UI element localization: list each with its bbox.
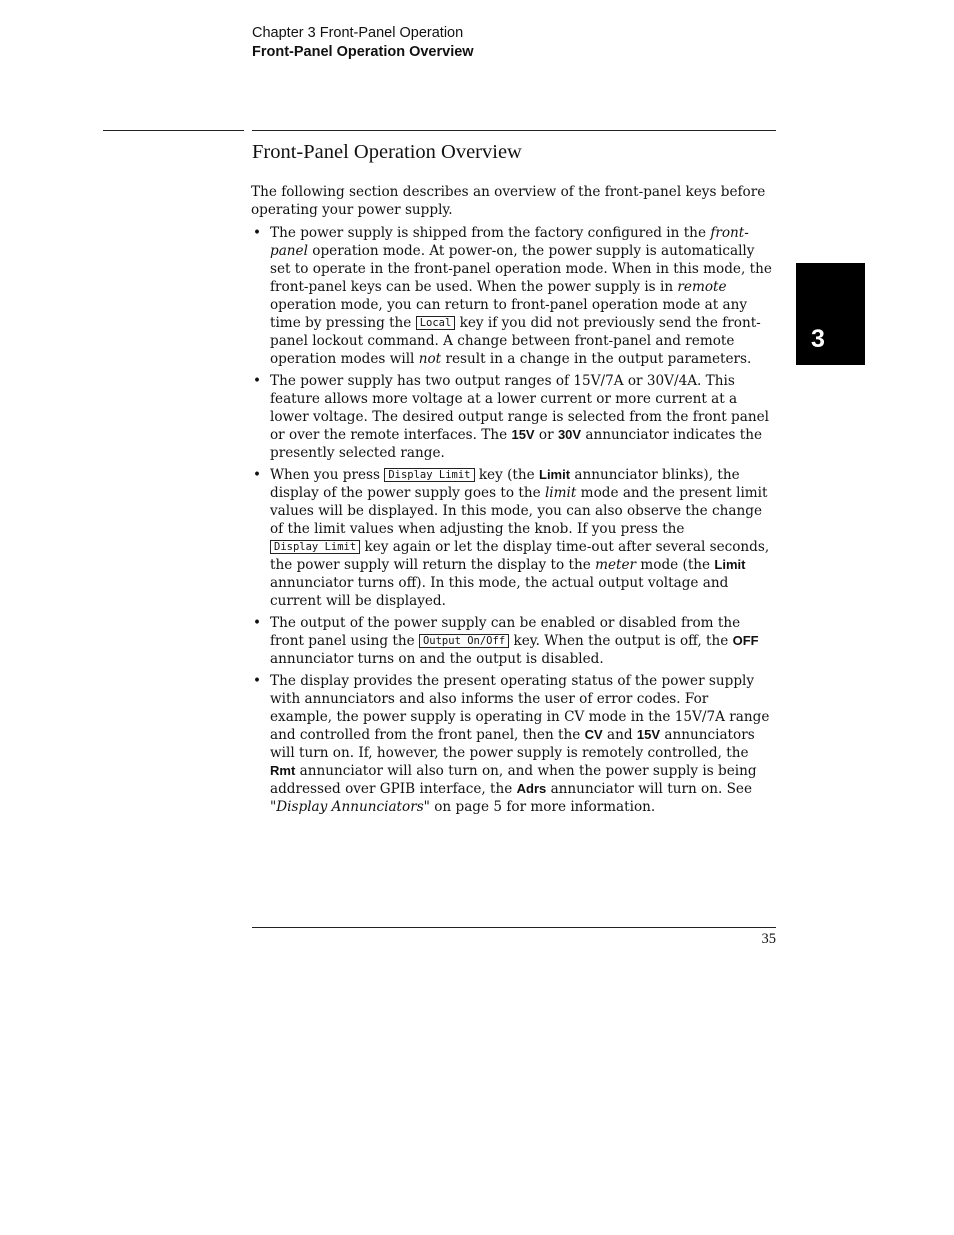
chapter-tab-number: 3 [811,325,825,353]
cross-reference: Display Annunciators [276,799,424,815]
bullet-icon: • [253,373,262,389]
annunciator-adrs: Adrs [516,781,547,796]
footer-rule [252,927,776,928]
annunciator-15v: 15V [636,727,661,742]
bullet-icon: • [253,467,262,483]
list-item: • The display provides the present operating status of the power supply with annunciators and also informs the user of error codes. For example, the power supply is operating in CV mode in the 15V/7A range and controlled from the front panel, then the CV and 15V annunciators will turn on. If, however, the power supply is remotely controlled, the Rmt annunciator will also turn on, and when the power supply is being addressed over GPIB interface, the Adrs annunciator will turn on. See "Display Annunciators" on page 5 for more information. [253,673,770,815]
running-header [252,24,474,62]
key-display-limit: Display Limit [270,540,360,554]
list-item: • When you press Display Limit key (the Limit annunciator blinks), the display of the power supply goes to the limit mode and the present limit values will be displayed. In this mode, you can also observe the change of the limit values when adjusting the knob. If you press the Display Limit key again or let the display time-out after several seconds, the power supply will return the display to the meter mode (the Limit annunciator turns off). In this mode, the actual output voltage and current will be displayed. [253,467,770,609]
bullet-list [251,224,774,816]
annunciator-30v: 30V [557,427,582,442]
bullet-icon: • [253,225,262,241]
bullet-icon: • [253,615,262,631]
annunciator-off: OFF [732,633,759,648]
body-text [251,183,774,820]
key-display-limit: Display Limit [384,468,474,482]
bullet-icon: • [253,673,262,689]
key-output-on-off: Output On/Off [419,634,509,648]
intro-paragraph: The following section describes an overview of the front-panel keys before operating your power supply. [251,184,766,218]
chapter-label: Chapter 3 Front-Panel Operation [252,25,464,41]
annunciator-limit: Limit [539,467,571,482]
top-rule [252,130,776,131]
annunciator-rmt: Rmt [270,763,296,778]
page-title: Front-Panel Operation Overview [252,141,522,163]
section-label: Front-Panel Operation Overview [252,44,474,60]
left-rule [103,130,244,131]
page-number: 35 [761,931,776,947]
list-item: • The power supply has two output ranges of 15V/7A or 30V/4A. This feature allows more voltage at a lower current or more current at a lower voltage. The desired output range is selected from the front panel or over the remote interfaces. The 15V or 30V annunciator indicates the presently selected range. [253,373,770,461]
key-local: Local [416,316,456,330]
list-item: • The output of the power supply can be enabled or disabled from the front panel using the Output On/Off key. When the output is off, the OFF annunciator turns on and the output is disabled. [253,615,759,667]
list-item: • The power supply is shipped from the factory configured in the front-panel operation mode. At power-on, the power supply is automatically set to operate in the front-panel operation mode. When in this mode, the front-panel keys can be used. When the power supply is in remote operation mode, you can return to front-panel operation mode at any time by pressing the Local key if you did not previously send the front-panel lockout command. A change between front-panel and remote operation modes will not result in a change in the output parameters. [253,225,772,367]
annunciator-limit: Limit [714,557,746,572]
annunciator-cv: CV [584,727,603,742]
chapter-tab [796,263,865,365]
annunciator-15v: 15V [511,427,535,442]
